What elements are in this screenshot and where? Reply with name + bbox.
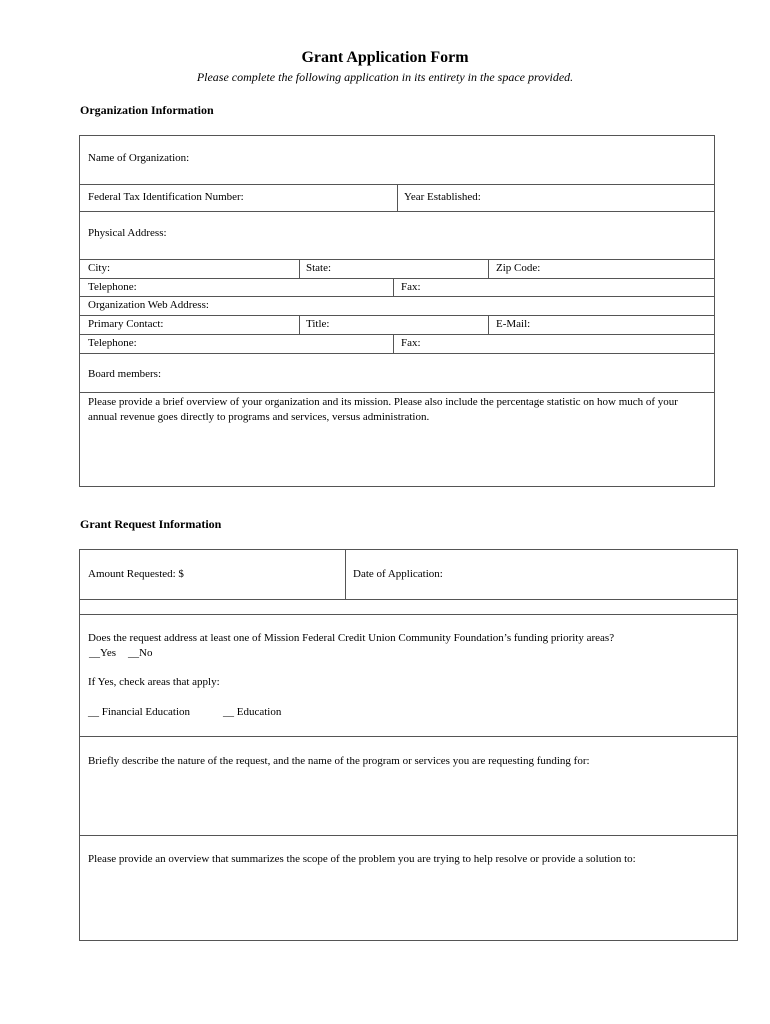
amount-requested-field[interactable] [200, 568, 335, 582]
organization-name-label: Name of Organization: [88, 152, 190, 164]
primary-contact-field[interactable] [178, 318, 293, 332]
request-description-prompt: Briefly describe the nature of the request, and the name of the program or services you are requesting funding for: [88, 755, 590, 767]
if-yes-instruction: If Yes, check areas that apply: [88, 676, 220, 688]
form-subtitle: Please complete the following application in its entirety in the space provided. [196, 70, 574, 84]
fax-field[interactable] [426, 281, 706, 295]
grant-request-table [79, 549, 738, 941]
web-address-label: Organization Web Address: [88, 299, 209, 311]
physical-address-label: Physical Address: [88, 227, 167, 239]
request-description-field[interactable] [88, 774, 732, 833]
form-title: Grant Application Form [301, 49, 469, 66]
city-field[interactable] [116, 262, 291, 276]
no-option[interactable]: __No [128, 647, 153, 659]
fax-label: Fax: [401, 281, 421, 293]
email-field[interactable] [540, 318, 705, 332]
contact-telephone-field[interactable] [148, 337, 383, 351]
grant-section-heading: Grant Request Information [80, 517, 222, 531]
amount-requested-label: Amount Requested: $ [88, 568, 184, 580]
telephone-field[interactable] [148, 281, 383, 295]
priority-question: Does the request address at least one of Mission Federal Credit Union Community Foundation’s funding priority areas? [88, 632, 615, 644]
zip-code-field[interactable] [550, 262, 705, 276]
organization-overview-field[interactable] [88, 428, 710, 484]
year-established-label: Year Established: [404, 191, 481, 203]
physical-address-field[interactable] [185, 227, 700, 241]
date-of-application-field[interactable] [460, 568, 725, 582]
problem-overview-field[interactable] [88, 872, 732, 938]
organization-info-table [79, 135, 715, 487]
education-option[interactable]: __ Education [223, 706, 282, 718]
telephone-label: Telephone: [88, 281, 137, 293]
contact-telephone-label: Telephone: [88, 337, 137, 349]
board-members-field[interactable] [176, 368, 701, 382]
contact-fax-label: Fax: [401, 337, 421, 349]
email-label: E-Mail: [496, 318, 531, 330]
board-members-label: Board members: [88, 368, 162, 380]
organization-overview-prompt: Please provide a brief overview of your organization and its mission. Please also include the percentage statistic on how much of your annual revenue goes directly to programs and services, versus administration. [88, 396, 678, 423]
contact-fax-field[interactable] [426, 337, 706, 351]
web-address-field[interactable] [232, 299, 702, 313]
zip-code-label: Zip Code: [496, 262, 541, 274]
problem-overview-prompt: Please provide an overview that summarizes the scope of the problem you are trying to help resolve or provide a solution to: [88, 853, 636, 865]
state-field[interactable] [340, 262, 480, 276]
tax-id-label: Federal Tax Identification Number: [88, 191, 244, 203]
primary-contact-label: Primary Contact: [88, 318, 164, 330]
year-established-field[interactable] [498, 191, 703, 205]
state-label: State: [306, 262, 332, 274]
organization-section-heading: Organization Information [80, 103, 214, 117]
city-label: City: [88, 262, 111, 274]
organization-name-field[interactable] [210, 152, 700, 166]
title-label: Title: [306, 318, 330, 330]
yes-option[interactable]: __Yes [89, 647, 117, 659]
date-of-application-label: Date of Application: [353, 568, 443, 580]
financial-education-option[interactable]: __ Financial Education [88, 706, 191, 718]
tax-id-field[interactable] [272, 191, 392, 205]
title-field[interactable] [338, 318, 480, 332]
